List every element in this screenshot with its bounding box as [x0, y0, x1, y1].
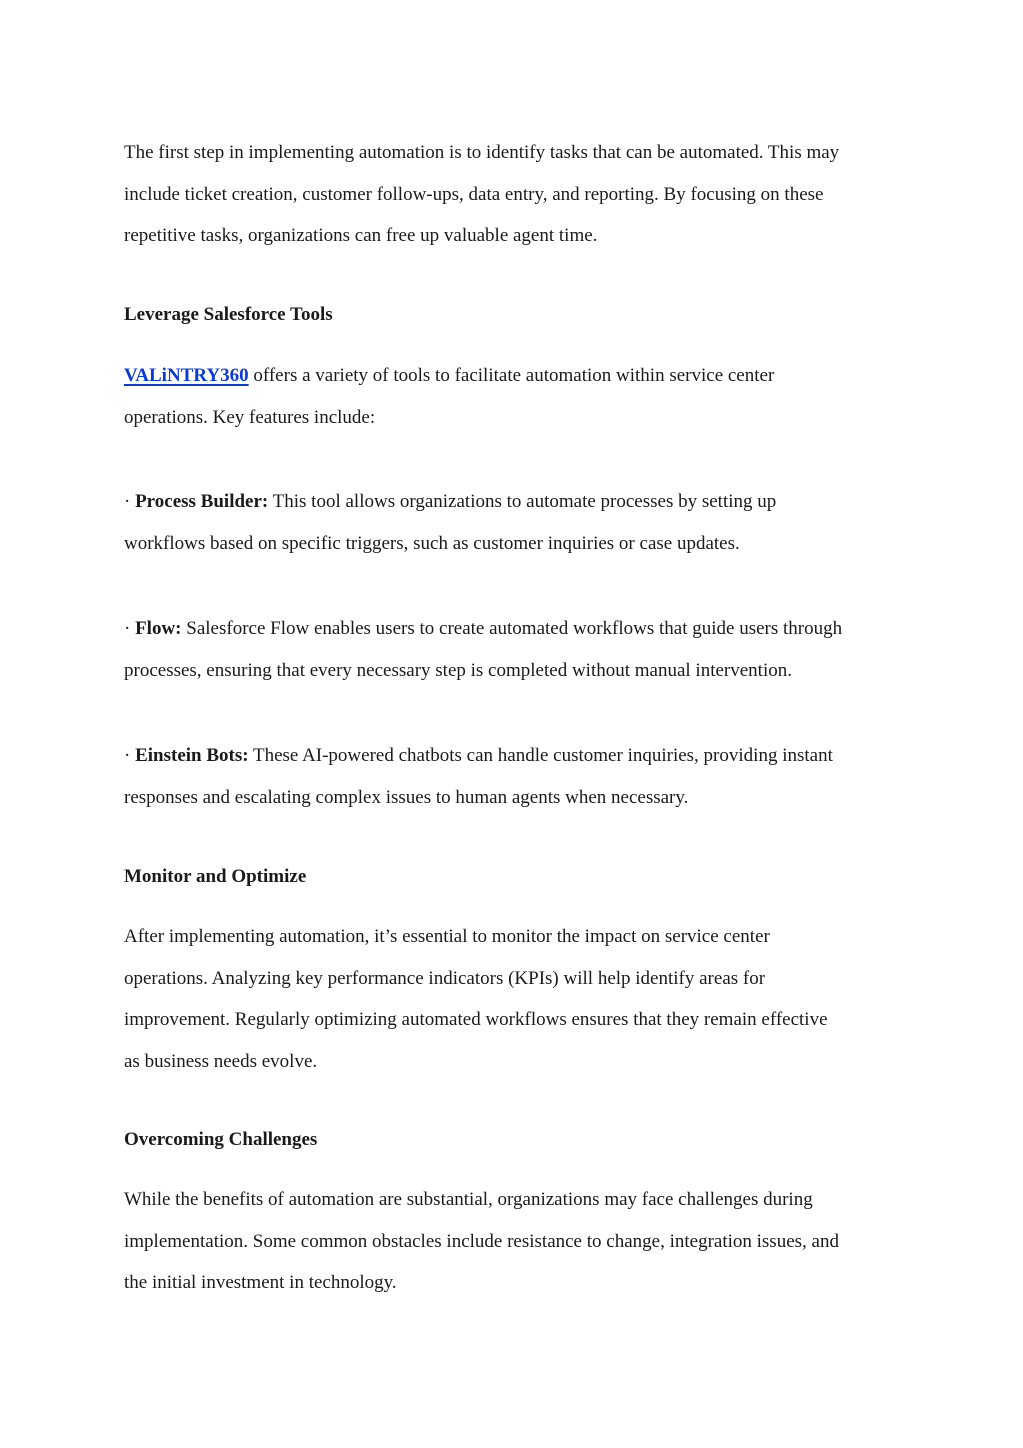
tools-intro-line-1 [124, 355, 904, 397]
bullet-einstein-bots [124, 735, 904, 818]
bullet-process-builder-line-1 [124, 481, 904, 523]
bullet-marker: · [124, 745, 136, 766]
monitor-line-3: improvement. Regularly optimizing automated workflows ensures that they remain effective [124, 1009, 828, 1030]
challenges-line-1: While the benefits of automation are substantial, organizations may face challenges during [124, 1189, 813, 1210]
monitor-line-1: After implementing automation, it’s essential to monitor the impact on service center [124, 926, 770, 947]
heading-overcoming-challenges: Overcoming Challenges [124, 1129, 318, 1150]
valintry360-link[interactable]: VALiNTRY360 [124, 365, 249, 386]
monitor-line-4: as business needs evolve. [124, 1050, 318, 1072]
heading-monitor-and-optimize: Monitor and Optimize [124, 866, 307, 887]
bullet-term-flow: Flow: [135, 618, 182, 639]
intro-line-2: include ticket creation, customer follow-ups, data entry, and reporting. By focusing on these [124, 183, 824, 205]
bullet-term-process-builder: Process Builder: [135, 491, 269, 512]
intro-paragraph [124, 132, 904, 257]
bullet-flow-line-2: processes, ensuring that every necessary step is completed without manual intervention. [124, 659, 792, 681]
challenges-paragraph [124, 1179, 904, 1304]
bullet-marker: · [124, 618, 136, 639]
bullet-text: These AI-powered chatbots can handle customer inquiries, providing instant [248, 745, 833, 766]
bullet-einstein-bots-line-1 [124, 735, 904, 777]
bullet-flow [124, 608, 904, 691]
tools-intro-paragraph [124, 355, 904, 438]
bullet-text: This tool allows organizations to automate processes by setting up [268, 491, 777, 512]
bullet-einstein-bots-line-2: responses and escalating complex issues to human agents when necessary. [124, 786, 689, 808]
bullet-flow-line-1 [124, 608, 904, 650]
monitor-paragraph [124, 916, 904, 1082]
bullet-marker: · [124, 491, 136, 512]
challenges-line-2: implementation. Some common obstacles include resistance to change, integration issues, and [124, 1230, 839, 1252]
tools-intro-line-1-rest: offers a variety of tools to facilitate automation within service center [248, 365, 775, 386]
monitor-line-2: operations. Analyzing key performance indicators (KPIs) will help identify areas for [124, 967, 766, 989]
heading-leverage-salesforce-tools: Leverage Salesforce Tools [124, 304, 333, 325]
bullet-process-builder [124, 481, 904, 564]
bullet-text: Salesforce Flow enables users to create automated workflows that guide users through [181, 618, 843, 639]
intro-line-3: repetitive tasks, organizations can free up valuable agent time. [124, 225, 598, 246]
challenges-line-3: the initial investment in technology. [124, 1272, 397, 1293]
bullet-term-einstein-bots: Einstein Bots: [135, 745, 249, 766]
bullet-process-builder-line-2: workflows based on specific triggers, such as customer inquiries or case updates. [124, 532, 740, 554]
intro-line-1: The first step in implementing automation is to identify tasks that can be automated. This may [124, 142, 840, 163]
tools-intro-line-2: operations. Key features include: [124, 406, 376, 428]
